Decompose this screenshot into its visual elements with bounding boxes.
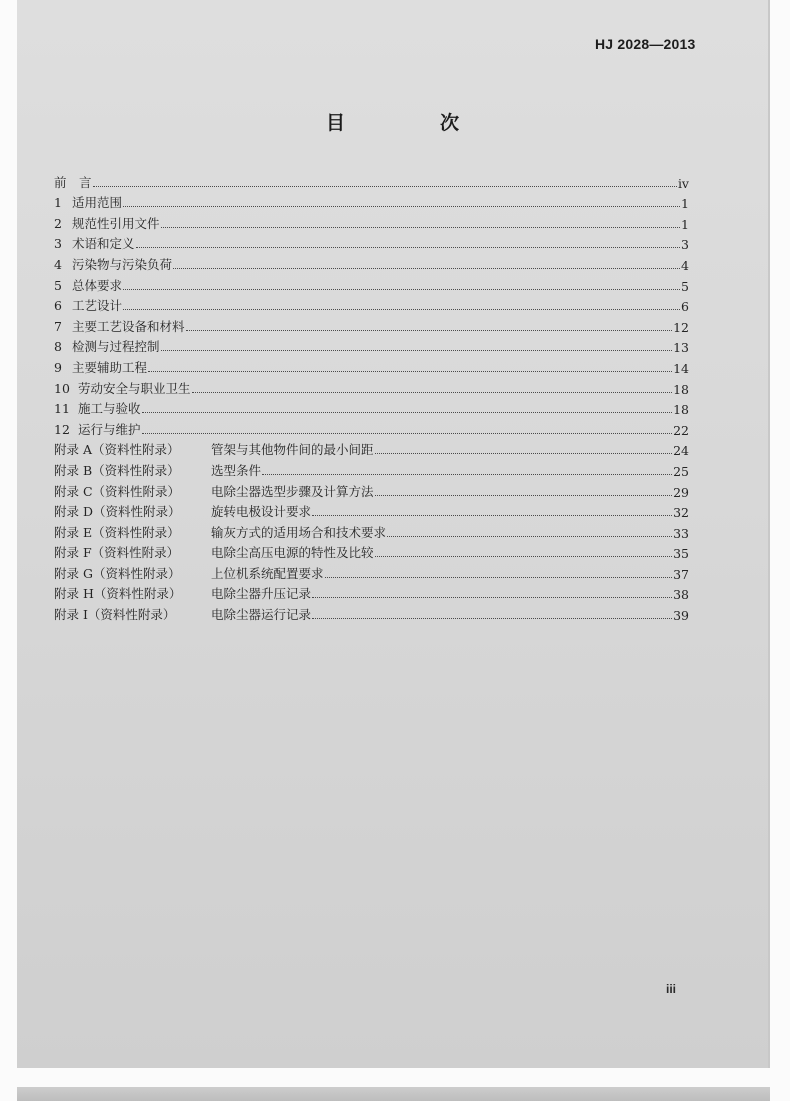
toc-entry-label: 12 运行与维护 — [54, 421, 141, 437]
toc-leader — [93, 186, 677, 187]
toc-entry[interactable] — [54, 417, 689, 438]
toc-entry-label: 5 总体要求 — [54, 277, 123, 293]
toc-entry-label: 前 言 — [54, 174, 92, 190]
toc-entry-label: 附录 E（资料性附录） 输灰方式的适用场合和技术要求 — [54, 524, 387, 540]
toc-entry[interactable] — [54, 273, 689, 294]
toc-page-number: 5 — [681, 278, 689, 294]
toc-appendix-entry[interactable] — [54, 438, 689, 459]
toc-page-number: 22 — [673, 422, 689, 438]
toc-appendix-entry[interactable] — [54, 541, 689, 562]
toc-entry[interactable] — [54, 252, 689, 273]
toc-page-number: 25 — [673, 463, 689, 479]
toc-entry[interactable] — [54, 191, 689, 212]
toc-leader — [192, 392, 673, 393]
toc-page-number: 24 — [673, 443, 689, 459]
toc-entry-label: 8 检测与过程控制 — [54, 339, 160, 355]
toc-leader — [375, 495, 673, 496]
toc-entry[interactable] — [54, 232, 689, 253]
toc-leader — [161, 350, 673, 351]
toc-appendix-entry[interactable] — [54, 582, 689, 603]
toc-page-number: iv — [677, 175, 689, 191]
toc-entry[interactable] — [54, 211, 689, 232]
toc-entry[interactable] — [54, 355, 689, 376]
toc-entry[interactable] — [54, 294, 689, 315]
toc-appendix-entry[interactable] — [54, 458, 689, 479]
toc-entry-label: 附录 D（资料性附录） 旋转电极设计要求 — [54, 504, 312, 520]
toc-page-number: 38 — [673, 587, 689, 603]
toc-entry-label: 附录 I（资料性附录） 电除尘器运行记录 — [54, 607, 312, 623]
table-of-contents — [54, 170, 689, 623]
toc-leader — [123, 309, 680, 310]
toc-page-number: 18 — [673, 402, 689, 418]
toc-leader — [123, 206, 680, 207]
toc-entry[interactable] — [54, 335, 689, 356]
toc-leader — [387, 536, 672, 537]
toc-page-number: 37 — [673, 566, 689, 582]
toc-entry-label: 附录 A（资料性附录） 管架与其他物件间的最小间距 — [54, 442, 374, 458]
toc-appendix-entry[interactable] — [54, 520, 689, 541]
toc-page-number: 1 — [681, 216, 689, 232]
document-code: HJ 2028—2013 — [595, 36, 696, 52]
toc-page-number: 4 — [681, 257, 689, 273]
toc-entry-label: 2 规范性引用文件 — [54, 215, 160, 231]
toc-page-number: 35 — [673, 546, 689, 562]
toc-entry-label: 附录 H（资料性附录） 电除尘器升压记录 — [54, 586, 312, 602]
toc-entry-label: 附录 B（资料性附录） 选型条件 — [54, 462, 262, 478]
toc-leader — [136, 247, 681, 248]
toc-leader — [375, 556, 673, 557]
toc-entry-label: 9 主要辅助工程 — [54, 359, 148, 375]
toc-entry-label: 附录 C（资料性附录） 电除尘器选型步骤及计算方法 — [54, 483, 374, 499]
toc-leader — [173, 268, 680, 269]
toc-leader — [148, 371, 672, 372]
toc-entry-label: 6 工艺设计 — [54, 298, 123, 314]
toc-leader — [312, 515, 672, 516]
toc-leader — [325, 577, 673, 578]
toc-entry-label: 3 术语和定义 — [54, 236, 135, 252]
toc-entry[interactable] — [54, 314, 689, 335]
toc-leader — [142, 412, 673, 413]
next-page-edge — [17, 1087, 770, 1101]
toc-entry[interactable] — [54, 397, 689, 418]
toc-page-number: 18 — [673, 381, 689, 397]
toc-appendix-entry[interactable] — [54, 602, 689, 623]
toc-leader — [142, 433, 673, 434]
toc-page-number: 14 — [673, 360, 689, 376]
toc-title: 目 次 — [325, 112, 497, 134]
toc-entry-label: 1 适用范围 — [54, 195, 123, 211]
toc-appendix-entry[interactable] — [54, 561, 689, 582]
toc-leader — [186, 330, 673, 331]
toc-page-number: 3 — [681, 237, 689, 253]
toc-leader — [312, 597, 672, 598]
toc-entry[interactable] — [54, 170, 689, 191]
toc-leader — [262, 474, 672, 475]
toc-page-number: 32 — [673, 505, 689, 521]
toc-page-number: 29 — [673, 484, 689, 500]
toc-entry[interactable] — [54, 376, 689, 397]
toc-entry-label: 附录 G（资料性附录） 上位机系统配置要求 — [54, 565, 324, 581]
toc-page-number: 33 — [673, 525, 689, 541]
toc-leader — [123, 289, 680, 290]
toc-page-number: 39 — [673, 608, 689, 624]
toc-leader — [375, 453, 673, 454]
toc-page-number: 13 — [673, 340, 689, 356]
page-number: iii — [666, 982, 677, 996]
toc-page-number: 12 — [673, 319, 689, 335]
toc-page-number: 1 — [681, 196, 689, 212]
toc-appendix-entry[interactable] — [54, 500, 689, 521]
toc-entry-label: 10 劳动安全与职业卫生 — [54, 380, 191, 396]
document-page — [17, 0, 768, 1068]
toc-entry-label: 4 污染物与污染负荷 — [54, 256, 173, 272]
toc-leader — [161, 227, 681, 228]
toc-page-number: 6 — [681, 299, 689, 315]
toc-entry-label: 11 施工与验收 — [54, 401, 141, 417]
toc-entry-label: 附录 F（资料性附录） 电除尘高压电源的特性及比较 — [54, 545, 374, 561]
toc-leader — [312, 618, 672, 619]
toc-appendix-entry[interactable] — [54, 479, 689, 500]
toc-entry-label: 7 主要工艺设备和材料 — [54, 318, 185, 334]
